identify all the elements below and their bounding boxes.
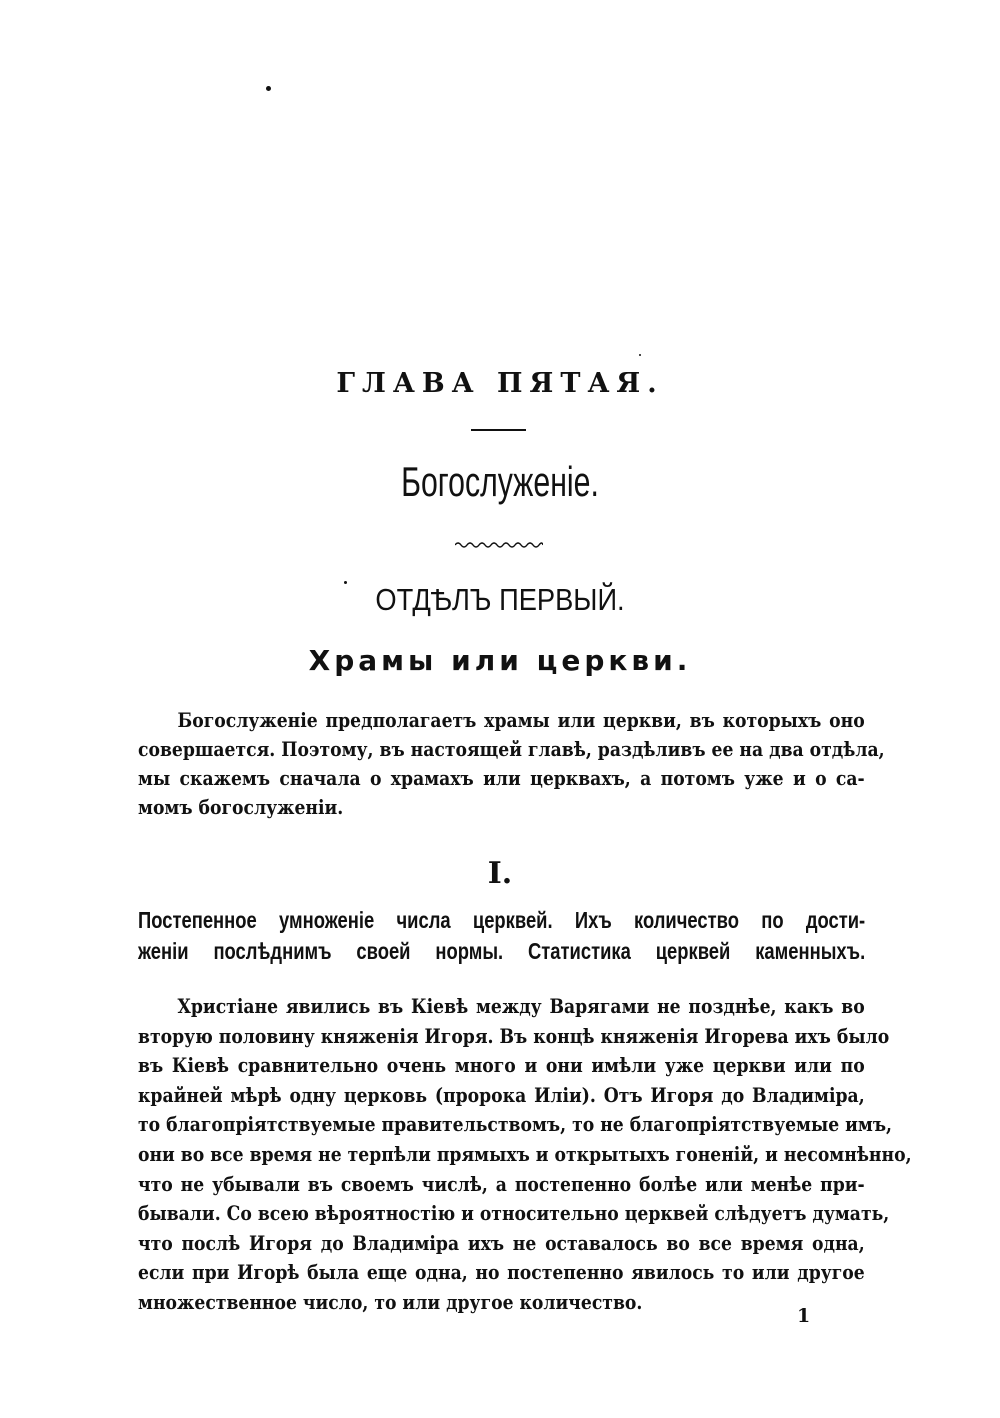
text-line: что послѣ Игоря до Владиміра ихъ не оставалось во все время одна, xyxy=(138,1230,865,1255)
page-number: 1 xyxy=(797,1305,811,1327)
text-line: множественное число, то или другое количество. xyxy=(138,1289,643,1314)
text-line: бывали. Со всею вѣроятностію и относительно церквей слѣдуетъ думать, xyxy=(138,1201,890,1226)
text-line: они во все время не терпѣли прямыхъ и открытыхъ гоненій, и несомнѣнно, xyxy=(138,1141,912,1166)
text-line: крайней мѣрѣ одну церковь (пророка Иліи). Отъ Игоря до Владиміра, xyxy=(138,1082,865,1107)
topic-heading xyxy=(138,905,865,967)
text-line: если при Игорѣ была еще одна, но постепенно явилось то или другое xyxy=(138,1260,865,1285)
chapter-subtitle: Богослуженіе. xyxy=(401,458,599,505)
section-title: ОТДѢЛЪ ПЕРВЫЙ. xyxy=(375,582,625,617)
chapter-title: ГЛАВА ПЯТАЯ. xyxy=(336,368,664,399)
text-line: момъ богослуженіи. xyxy=(138,795,344,819)
topic-line: женіи послѣднимъ своей нормы. Статистика церквей каменныхъ. xyxy=(138,938,866,964)
text-line: совершается. Поэтому, въ настоящей главѣ, раздѣливъ ее на два отдѣла, xyxy=(138,737,885,761)
text-line: мы скажемъ сначала о храмахъ или церквахъ, а потомъ уже и о са- xyxy=(138,766,865,790)
text-line: вторую половину княженія Игоря. Въ концѣ княженія Игорева ихъ было xyxy=(138,1023,890,1048)
section-subtitle: Храмы или церкви. xyxy=(308,644,692,677)
ink-speck xyxy=(266,86,271,91)
topic-line: Постепенное умноженіе числа церквей. Ихъ количество по дости- xyxy=(138,907,866,933)
text-line: то благопріятствуемые правительствомъ, то не благопріятствуемые имъ, xyxy=(138,1112,893,1137)
text-line: въ Кіевѣ сравнительно очень много и они имѣли уже церкви или по xyxy=(138,1053,865,1078)
ink-speck xyxy=(639,354,641,356)
body-paragraph xyxy=(138,992,912,1318)
intro-paragraph xyxy=(138,706,885,822)
wavy-ornament-divider xyxy=(455,540,543,550)
part-numeral: I. xyxy=(487,856,513,891)
text-line: Христіане явились въ Кіевѣ между Варягами не позднѣе, какъ во xyxy=(177,994,865,1018)
text-line: что не убывали въ своемъ числѣ, а постепенно болѣе или менѣе при- xyxy=(138,1171,865,1196)
text-line: Богослуженіе предполагаетъ храмы или церкви, въ которыхъ оно xyxy=(177,708,865,732)
chapter-divider xyxy=(471,429,526,431)
